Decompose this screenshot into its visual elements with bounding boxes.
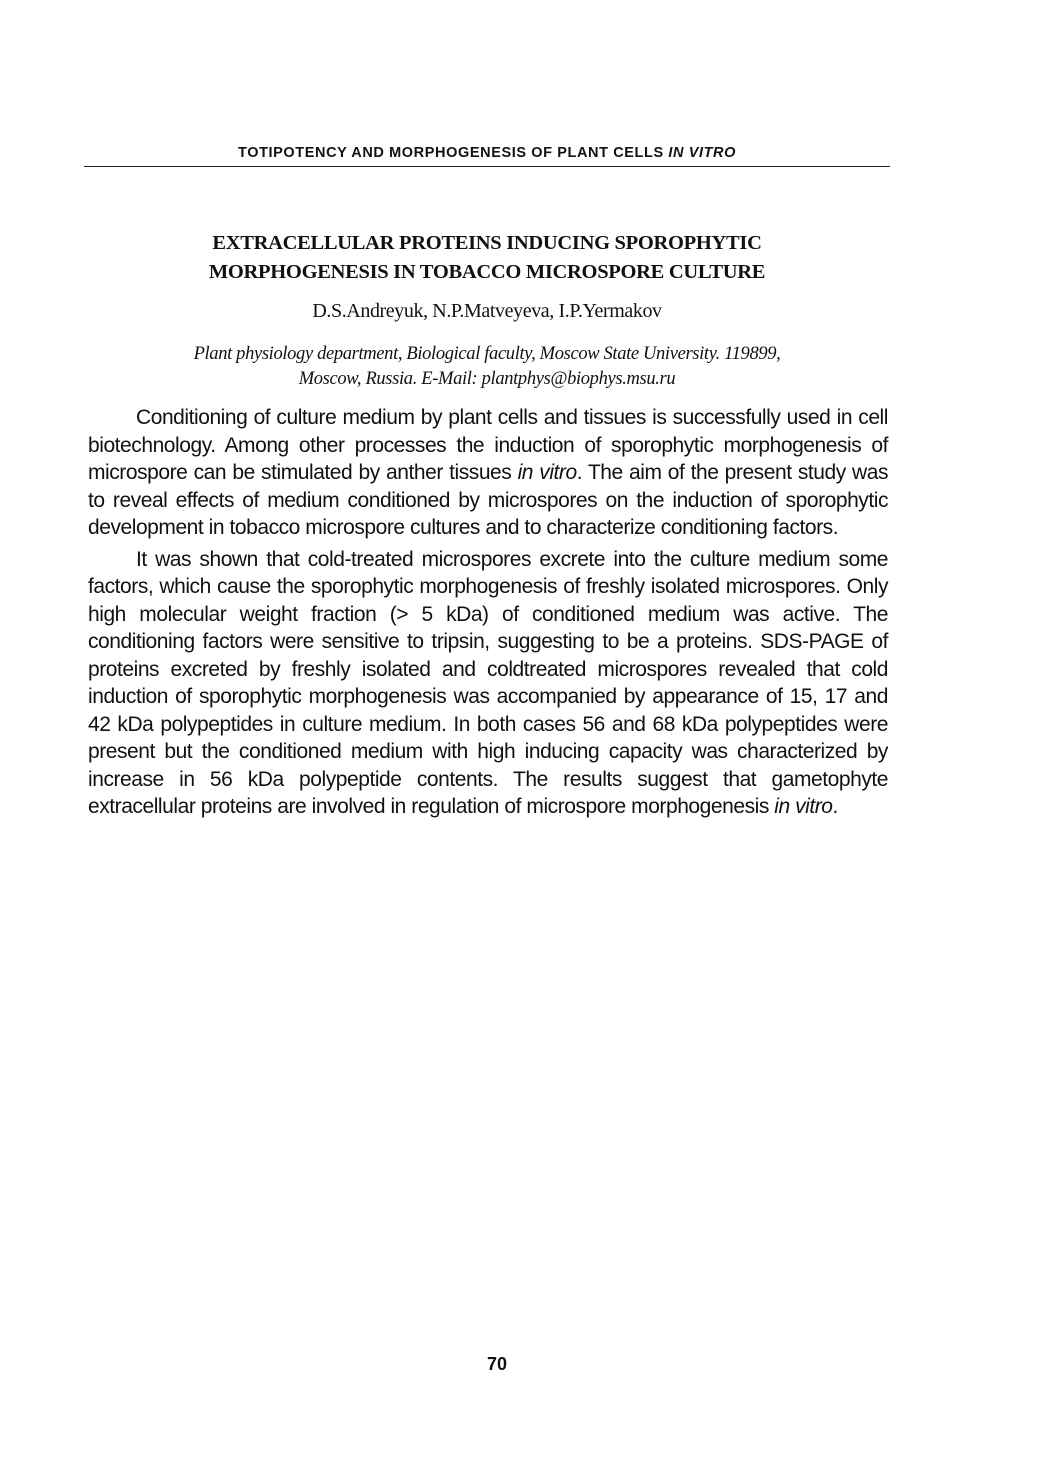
paper-title: [84, 229, 890, 287]
affiliation: [84, 342, 890, 392]
abstract-body: [88, 404, 888, 821]
title-line-1: EXTRACELLULAR PROTEINS INDUCING SPOROPHYTIC: [212, 232, 762, 254]
paragraph-2: [88, 546, 888, 821]
affiliation-line-1: Plant physiology department, Biological faculty, Moscow State University. 119899,: [193, 344, 781, 364]
running-head: [84, 143, 890, 163]
author-list: D.S.Andreyuk, N.P.Matveyeva, I.P.Yermakov: [312, 300, 662, 322]
paragraph-1-italic: in vitro: [517, 461, 577, 484]
header-rule: [84, 166, 890, 167]
paragraph-2-italic: in vitro: [774, 795, 833, 818]
paragraph-2-text-a: It was shown that cold-treated microspores excrete into the culture medium some factors, which cause the sporophytic morphogenesis of freshly isolated microspores. Only high molecular weight fraction (> 5 kDa) of conditioned medium was active. The conditioning factors were sensitive to tripsin, suggesting to be a proteins. SDS-PAGE of proteins excreted by freshly isolated and coldtreated microspores revealed that cold induction of sporophytic morphogenesis was accompanied by appearance of 15, 17 and 42 kDa polypeptides in culture medium. In both cases 56 and 68 kDa polypeptides were present but the conditioned medium with high inducing capacity was characterized by increase in 56 kDa polypeptide contents. The results suggest that gametophyte extracellular proteins are involved in regulation of microspore morphogenesis: [88, 547, 888, 818]
page-number: 70: [486, 1354, 508, 1374]
paragraph-1: [88, 404, 888, 542]
affiliation-line-2: Moscow, Russia. E-Mail: plantphys@biophys.msu.ru: [298, 369, 676, 389]
running-head-italic: IN VITRO: [668, 145, 736, 161]
running-head-text: TOTIPOTENCY AND MORPHOGENESIS OF PLANT CELLS: [238, 145, 664, 161]
paragraph-1-text-b: . The aim of the present study was to reveal effects of medium conditioned by microspores on the induction of sporophytic development in tobacco microspore cultures and to characterize conditioning factors.: [88, 461, 888, 539]
paragraph-2-text-b: .: [832, 795, 838, 818]
paragraph-1-text-a: Conditioning of culture medium by plant cells and tissues is successfully used in cell biotechnology. Among other processes the induction of sporophytic morphogenesis of microspore can be stimulated by anther tissues: [88, 406, 888, 484]
title-line-2: MORPHOGENESIS IN TOBACCO MICROSPORE CULTURE: [208, 261, 766, 283]
